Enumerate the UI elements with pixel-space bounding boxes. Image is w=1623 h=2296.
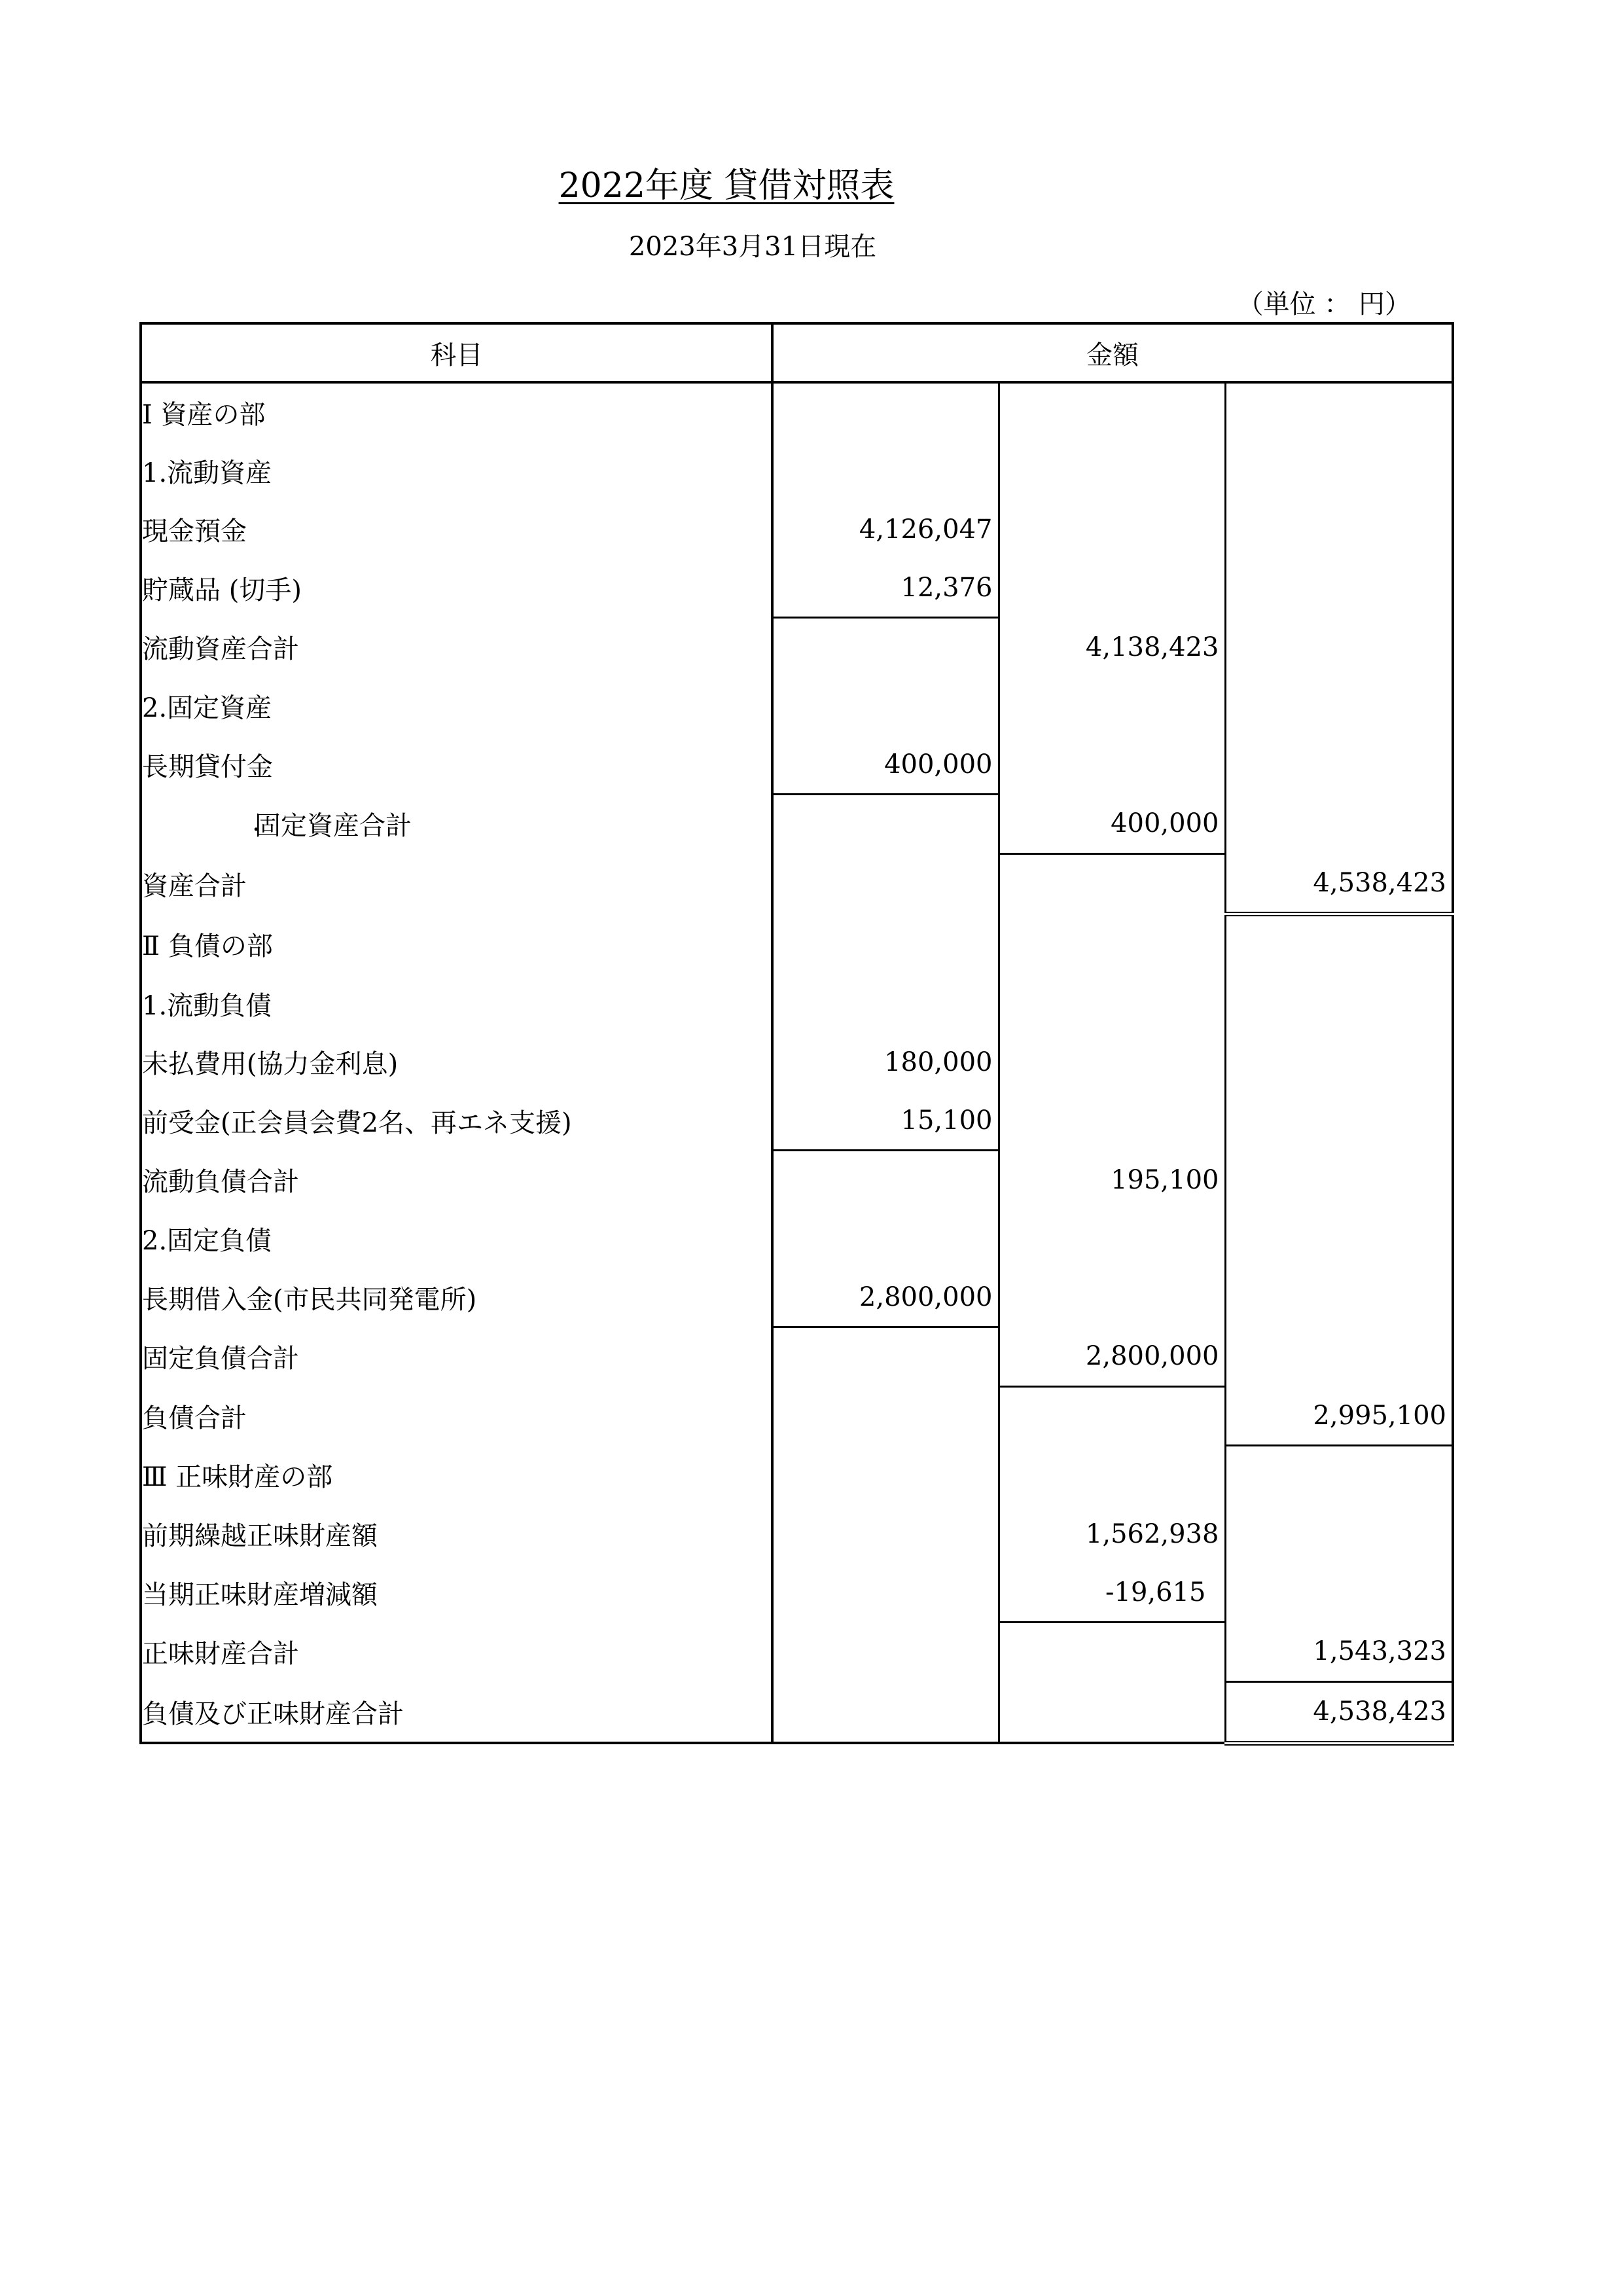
amount-col1 bbox=[772, 914, 999, 975]
amount-col3: 1,543,323 bbox=[1225, 1623, 1453, 1682]
table-row bbox=[141, 558, 1453, 618]
amount-col1 bbox=[772, 1563, 999, 1623]
row-label: 長期借入金(市民共同発電所) bbox=[141, 1268, 772, 1327]
table-row bbox=[141, 1091, 1453, 1151]
amount-col1 bbox=[772, 1210, 999, 1268]
amount-col2 bbox=[999, 500, 1225, 558]
row-label: 当期正味財産増減額 bbox=[141, 1563, 772, 1623]
amount-col3 bbox=[1225, 1151, 1453, 1210]
amount-col3: 4,538,423 bbox=[1225, 1681, 1453, 1743]
report-date: 2023年3月31日現在 bbox=[628, 232, 877, 262]
row-label: 1.流動負債 bbox=[141, 975, 772, 1033]
table-row bbox=[141, 914, 1453, 975]
amount-col2 bbox=[999, 558, 1225, 618]
amount-col1: 180,000 bbox=[772, 1033, 999, 1091]
row-label: 負債及び正味財産合計 bbox=[141, 1681, 772, 1743]
row-label: 貯蔵品 (切手) bbox=[141, 558, 772, 618]
row-label: 固定負債合計 bbox=[141, 1327, 772, 1387]
header-subject: 科目 bbox=[141, 323, 772, 382]
amount-col3 bbox=[1225, 1033, 1453, 1091]
amount-col2: 195,100 bbox=[999, 1151, 1225, 1210]
amount-col3 bbox=[1225, 1091, 1453, 1151]
amount-col3 bbox=[1225, 382, 1453, 442]
table-row bbox=[141, 1210, 1453, 1268]
amount-col1 bbox=[772, 795, 999, 854]
row-label: Ⅲ 正味財産の部 bbox=[141, 1446, 772, 1505]
amount-col2: -19,615 bbox=[999, 1563, 1225, 1623]
amount-col3 bbox=[1225, 558, 1453, 618]
amount-col3 bbox=[1225, 975, 1453, 1033]
row-label: Ⅱ 負債の部 bbox=[141, 914, 772, 975]
table-row bbox=[141, 735, 1453, 795]
amount-col3 bbox=[1225, 735, 1453, 795]
balance-sheet-table bbox=[139, 322, 1454, 1746]
amount-col2 bbox=[999, 1091, 1225, 1151]
table-row bbox=[141, 442, 1453, 500]
table-row bbox=[141, 1623, 1453, 1682]
table-header-row bbox=[141, 323, 1453, 382]
amount-col2 bbox=[999, 914, 1225, 975]
amount-col2: 1,562,938 bbox=[999, 1505, 1225, 1563]
table-row bbox=[141, 795, 1453, 854]
amount-col2 bbox=[999, 1446, 1225, 1505]
table-row bbox=[141, 1563, 1453, 1623]
table-row bbox=[141, 618, 1453, 677]
table-row bbox=[141, 1033, 1453, 1091]
header-amount: 金額 bbox=[772, 323, 1453, 382]
amount-col1: 4,126,047 bbox=[772, 500, 999, 558]
amount-col3: 2,995,100 bbox=[1225, 1386, 1453, 1446]
table-row bbox=[141, 382, 1453, 442]
amount-col1 bbox=[772, 1623, 999, 1682]
table-row bbox=[141, 500, 1453, 558]
amount-col3 bbox=[1225, 914, 1453, 975]
table-row bbox=[141, 853, 1453, 914]
amount-col2 bbox=[999, 1386, 1225, 1446]
amount-col1 bbox=[772, 1151, 999, 1210]
amount-col2 bbox=[999, 1033, 1225, 1091]
amount-col2 bbox=[999, 1210, 1225, 1268]
row-label: 負債合計 bbox=[141, 1386, 772, 1446]
amount-col1: 2,800,000 bbox=[772, 1268, 999, 1327]
table-row bbox=[141, 1505, 1453, 1563]
amount-col2 bbox=[999, 1623, 1225, 1682]
amount-col2 bbox=[999, 975, 1225, 1033]
amount-col1 bbox=[772, 1505, 999, 1563]
amount-col3 bbox=[1225, 795, 1453, 854]
amount-col1 bbox=[772, 677, 999, 735]
amount-col1 bbox=[772, 382, 999, 442]
row-label: 正味財産合計 bbox=[141, 1623, 772, 1682]
amount-col1: 12,376 bbox=[772, 558, 999, 618]
amount-col2 bbox=[999, 382, 1225, 442]
amount-col2: 400,000 bbox=[999, 795, 1225, 854]
table-row bbox=[141, 1446, 1453, 1505]
amount-col3 bbox=[1225, 1210, 1453, 1268]
amount-col3 bbox=[1225, 1327, 1453, 1387]
table-row bbox=[141, 1327, 1453, 1387]
row-label: 前期繰越正味財産額 bbox=[141, 1505, 772, 1563]
row-label: 前受金(正会員会費2名、再エネ支援) bbox=[141, 1091, 772, 1151]
amount-col2 bbox=[999, 677, 1225, 735]
amount-col2 bbox=[999, 1681, 1225, 1743]
row-label: 2.固定負債 bbox=[141, 1210, 772, 1268]
amount-col3 bbox=[1225, 1563, 1453, 1623]
amount-col2: 4,138,423 bbox=[999, 618, 1225, 677]
amount-col3 bbox=[1225, 618, 1453, 677]
row-label: 流動資産合計 bbox=[141, 618, 772, 677]
table-row bbox=[141, 1151, 1453, 1210]
amount-col1 bbox=[772, 442, 999, 500]
table-row bbox=[141, 677, 1453, 735]
amount-col1 bbox=[772, 1386, 999, 1446]
amount-col3 bbox=[1225, 677, 1453, 735]
amount-col1 bbox=[772, 853, 999, 914]
amount-col2 bbox=[999, 735, 1225, 795]
amount-col1 bbox=[772, 1446, 999, 1505]
row-label: 現金預金 bbox=[141, 500, 772, 558]
row-label: 2.固定資産 bbox=[141, 677, 772, 735]
row-label: 長期貸付金 bbox=[141, 735, 772, 795]
table-row bbox=[141, 1268, 1453, 1327]
unit-label: （単位 ： 円） bbox=[1237, 289, 1411, 319]
document-title: 2022年度 貸借対照表 bbox=[558, 166, 895, 206]
amount-col1 bbox=[772, 618, 999, 677]
row-label: Ⅰ 資産の部 bbox=[141, 382, 772, 442]
amount-col3 bbox=[1225, 442, 1453, 500]
amount-col1 bbox=[772, 1327, 999, 1387]
amount-col1 bbox=[772, 975, 999, 1033]
amount-col2 bbox=[999, 853, 1225, 914]
amount-col3 bbox=[1225, 1268, 1453, 1327]
table-row bbox=[141, 975, 1453, 1033]
amount-col2 bbox=[999, 442, 1225, 500]
amount-col1: 400,000 bbox=[772, 735, 999, 795]
row-label: 固定資産合計 bbox=[141, 795, 772, 854]
row-label: 1.流動資産 bbox=[141, 442, 772, 500]
amount-col3 bbox=[1225, 1446, 1453, 1505]
row-label: 流動負債合計 bbox=[141, 1151, 772, 1210]
amount-col3: 4,538,423 bbox=[1225, 853, 1453, 914]
amount-col2: 2,800,000 bbox=[999, 1327, 1225, 1387]
amount-col1: 15,100 bbox=[772, 1091, 999, 1151]
table-row bbox=[141, 1386, 1453, 1446]
table-row bbox=[141, 1681, 1453, 1743]
row-label: 資産合計 bbox=[141, 853, 772, 914]
row-label: 未払費用(協力金利息) bbox=[141, 1033, 772, 1091]
amount-col3 bbox=[1225, 1505, 1453, 1563]
amount-col1 bbox=[772, 1681, 999, 1743]
amount-col3 bbox=[1225, 500, 1453, 558]
amount-col2 bbox=[999, 1268, 1225, 1327]
